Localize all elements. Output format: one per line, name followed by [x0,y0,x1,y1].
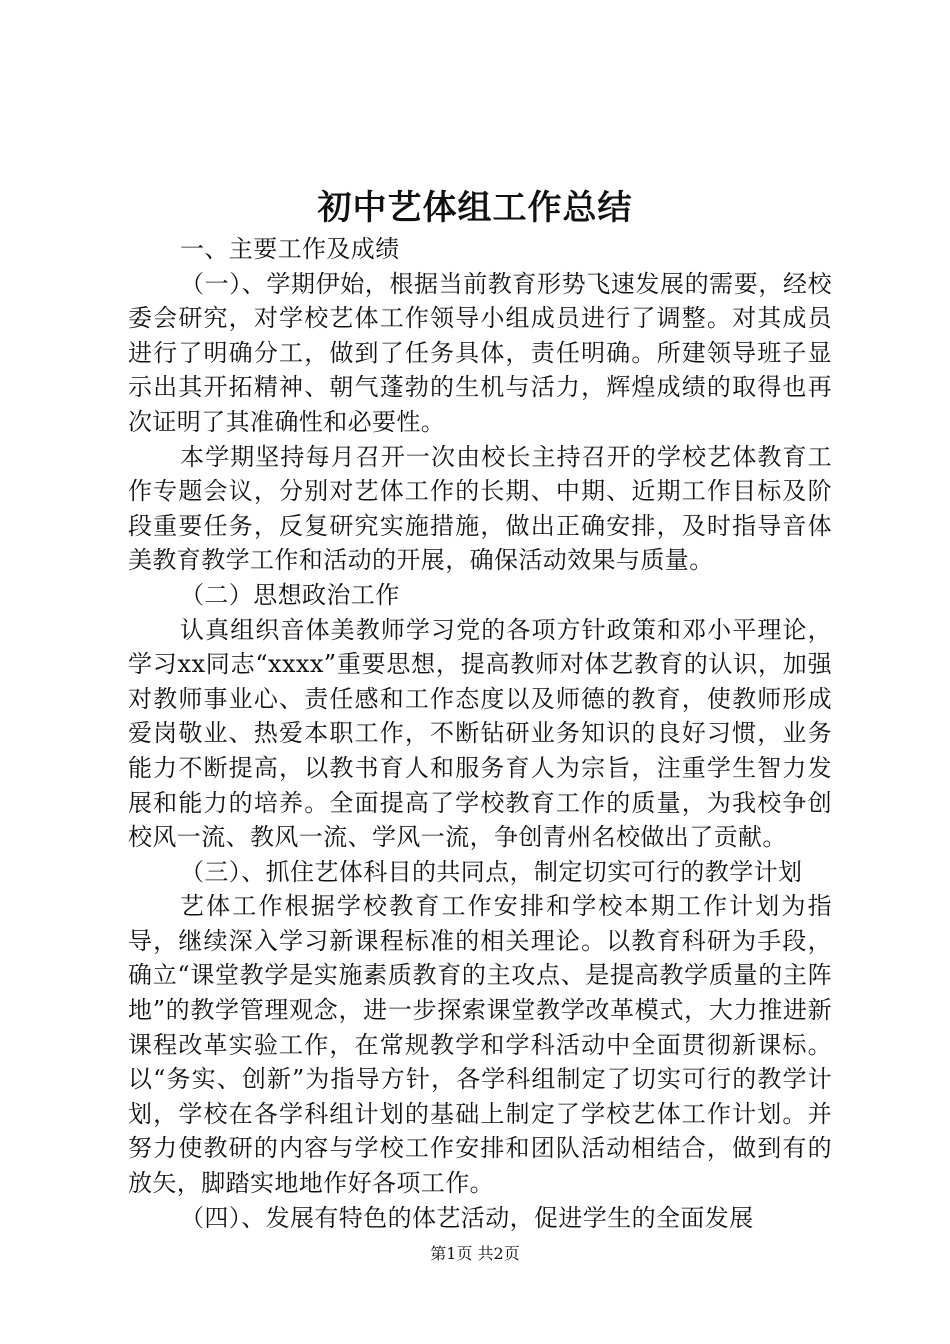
document-body [128,232,832,1235]
paragraph: （一）、学期伊始，根据当前教育形势飞速发展的需要，经校委会研究，对学校艺体工作领导小组成员进行了调整。对其成员进行了明确分工，做到了任务具体，责任明确。所建领导班子显示出其开拓精神、朝气蓬勃的生机与活力，辉煌成绩的取得也再次证明了其准确性和必要性。 [128,269,832,436]
page-number: 第1页 共2页 [430,1244,520,1263]
document-title: 初中艺体组工作总结 [317,188,633,228]
subsection-heading: （二）思想政治工作 [180,580,400,609]
paragraph: 本学期坚持每月召开一次由校长主持召开的学校艺体教育工作专题会议，分别对艺体工作的长期、中期、近期工作目标及阶段重要任务，反复研究实施措施，做出正确安排，及时指导音体美教育教学工作和活动的开展，确保活动效果与质量。 [128,442,832,575]
subsection-heading: （四）、发展有特色的体艺活动，促进学生的全面发展 [180,1203,754,1232]
section-heading: 一、主要工作及成绩 [180,235,400,263]
paragraph: 认真组织音体美教师学习党的各项方针政策和邓小平理论，学习xx同志“xxxx”重要思想，提高教师对体艺教育的认识，加强对教师事业心、责任感和工作态度以及师德的教育，使教师形成爱岗敬业、热爱本职工作，不断钻研业务知识的良好习惯，业务能力不断提高，以教书育人和服务育人为宗旨，注重学生智力发展和能力的培养。全面提高了学校教育工作的质量，为我校争创校风一流、教风一流、学风一流，争创青州名校做出了贡献。 [128,615,832,852]
subsection-heading: （三）、抓住艺体科目的共同点，制定切实可行的教学计划 [180,857,803,886]
paragraph: 艺体工作根据学校教育工作安排和学校本期工作计划为指导，继续深入学习新课程标准的相关理论。以教育科研为手段，确立“课堂教学是实施素质教育的主攻点、是提高教学质量的主阵地”的教学管理观念，进一步探索课堂教学改革模式，大力推进新课程改革实验工作，在常规教学和学科活动中全面贯彻新课标。以“务实、创新”为指导方针，各学科组制定了切实可行的教学计划，学校在各学科组计划的基础上制定了学校艺体工作计划。并努力使教研的内容与学校工作安排和团队活动相结合，做到有的放矢，脚踏实地地作好各项工作。 [128,892,832,1198]
